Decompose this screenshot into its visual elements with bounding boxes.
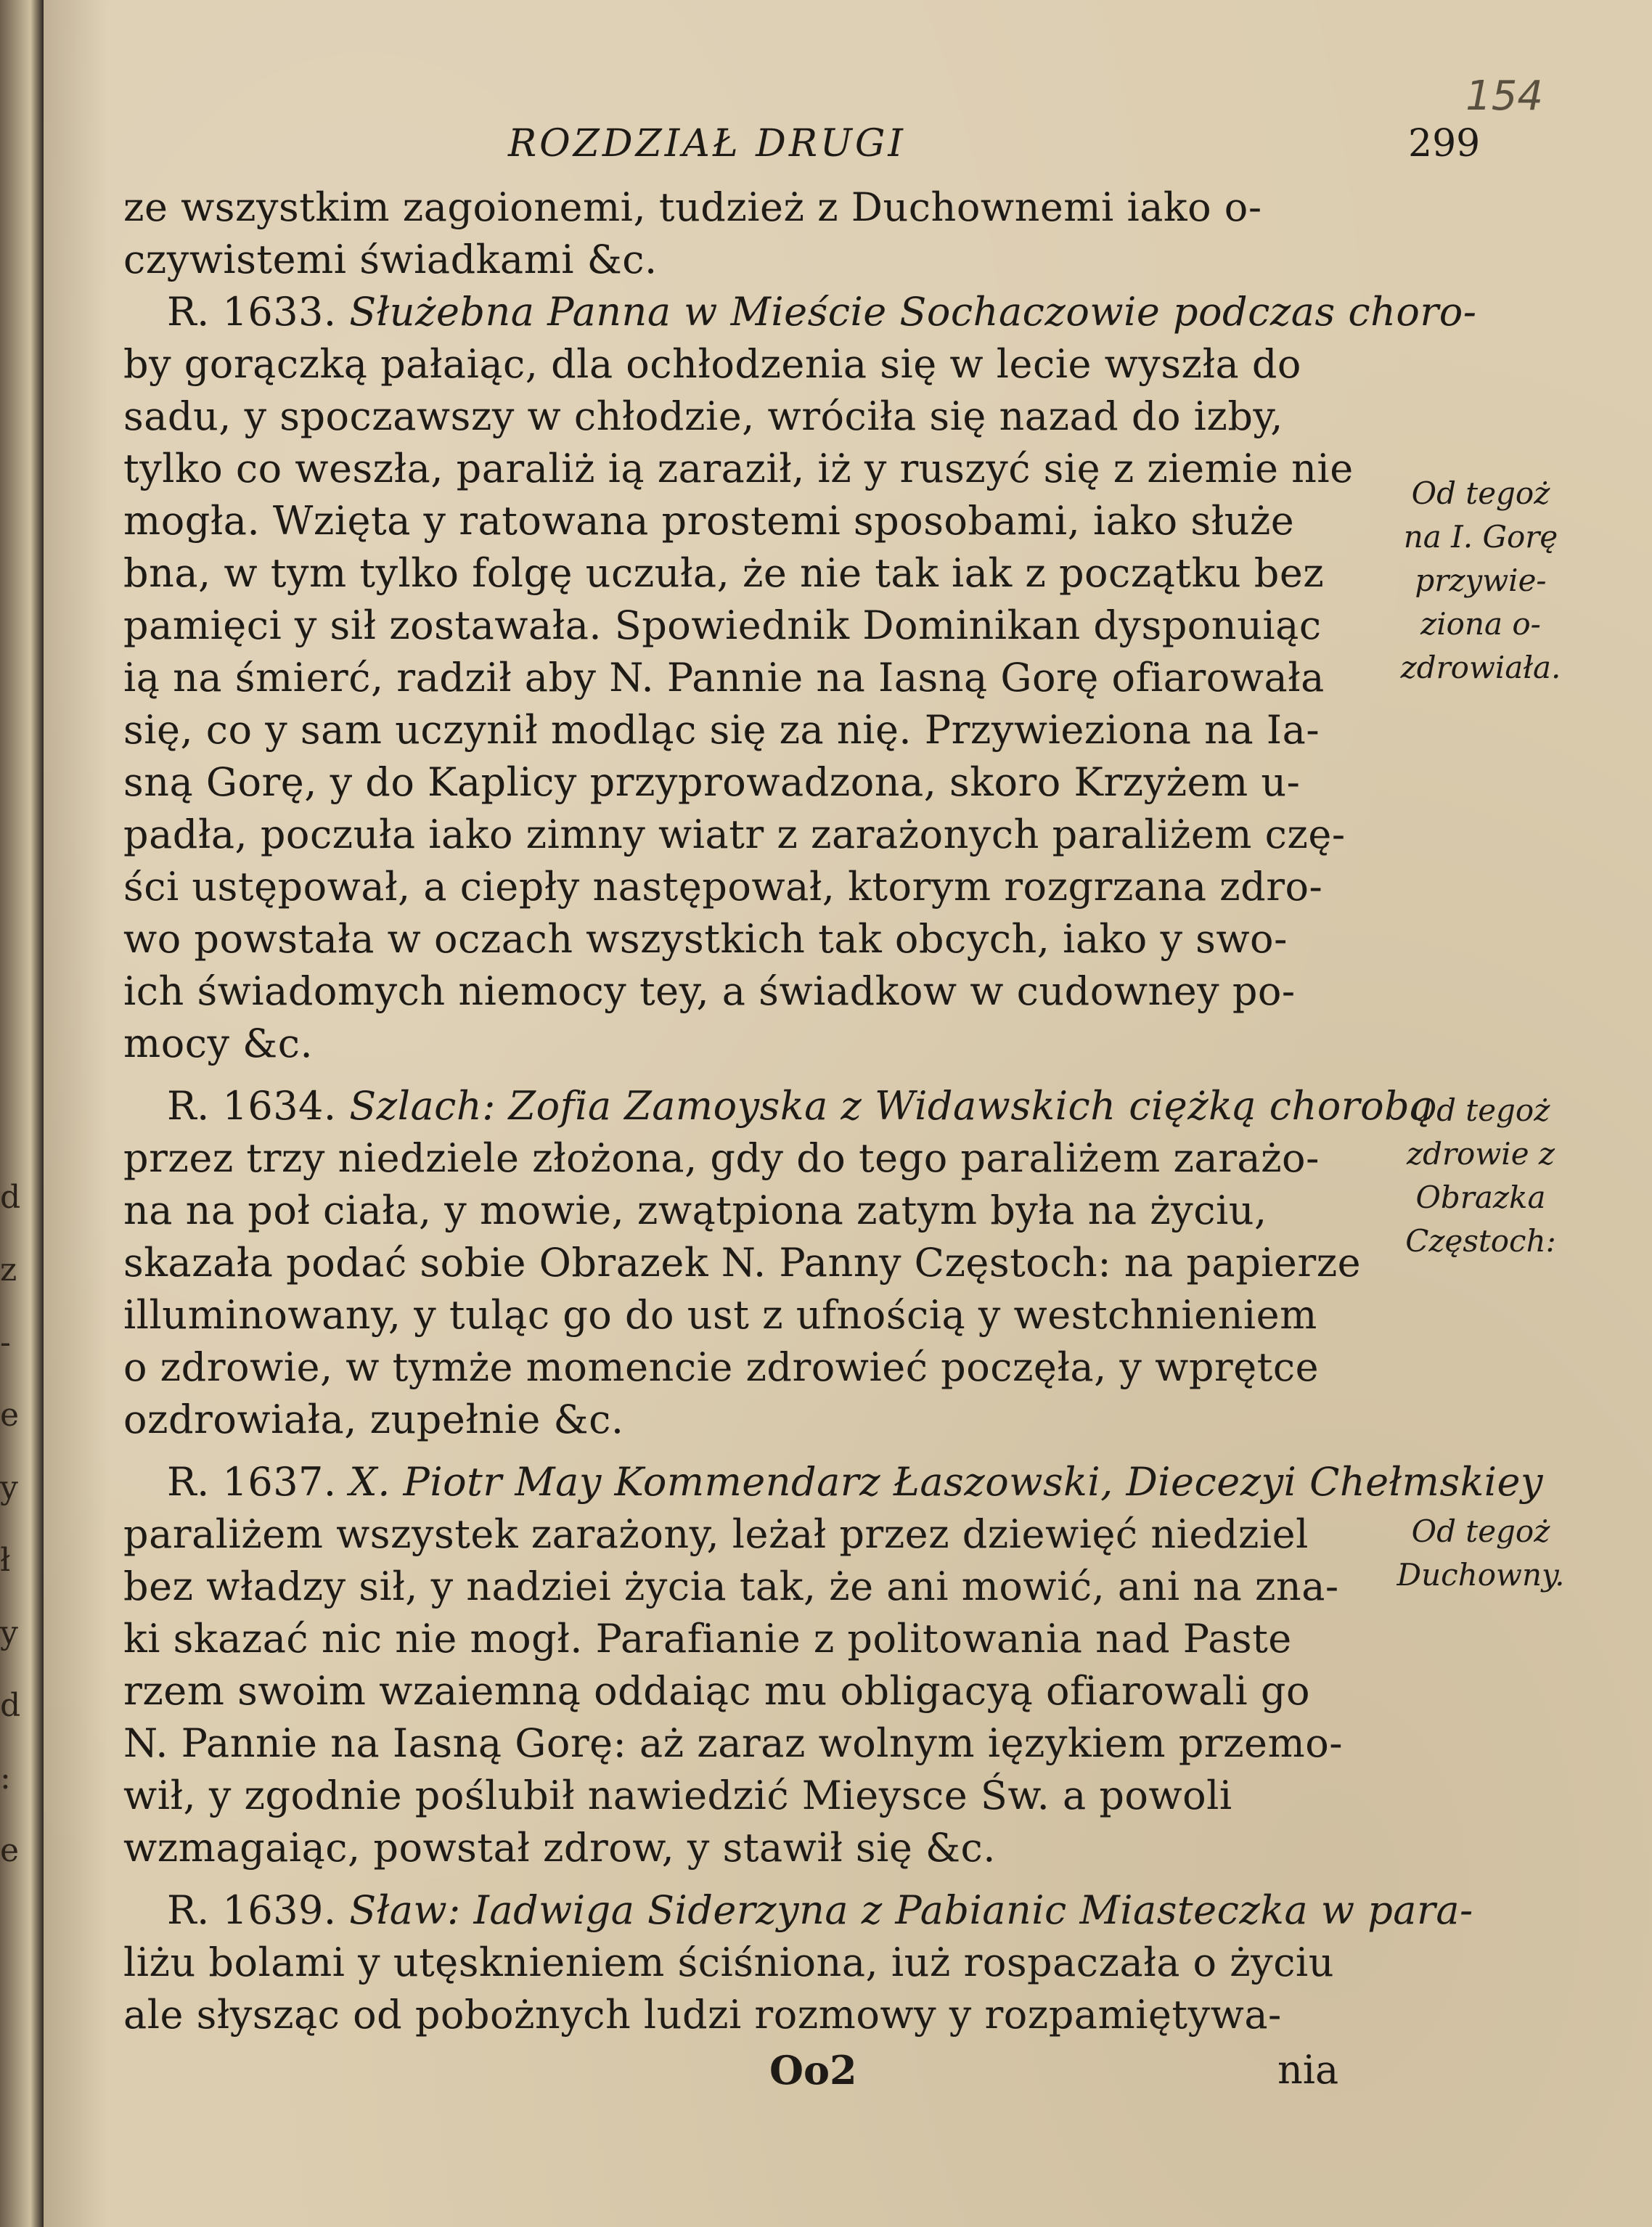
text-line: bna, w tym tylko folgę uczuła, że nie tak iak z początku bez (123, 550, 1325, 596)
facing-page-edge (0, 0, 44, 2227)
year-label: R. 1633. (167, 289, 337, 335)
text-line (123, 1456, 1544, 1508)
handwritten-folio-number: 154 (1465, 73, 1543, 120)
text-line: ich świadomych niemocy tey, a świadkow w cudowney po- (123, 968, 1296, 1014)
text-line: padła, poczuła iako zimny wiatr z zarażonych paraliżem czę- (123, 812, 1346, 857)
text-line: bez władzy sił, y nadziei życia tak, że ani mowić, ani na zna- (123, 1564, 1339, 1609)
marginal-line: zdrowiała. (1400, 650, 1561, 685)
text-line (123, 286, 1477, 338)
marginal-line: Od tegoż (1411, 1092, 1550, 1128)
text-line: illuminowany, y tuląc go do ust z ufnością y westchnieniem (123, 1292, 1317, 1338)
page-number: 299 (1408, 122, 1481, 166)
text-line: N. Pannie na Iasną Gorę: aż zaraz wolnym ięzykiem przemo- (123, 1720, 1343, 1766)
text-line: wo powstała w oczach wszystkich tak obcych, iako y swo- (123, 916, 1288, 962)
fragment: : (0, 1760, 11, 1797)
text-line: przez trzy niedziele złożona, gdy do tego paraliżem zarażo- (123, 1135, 1320, 1181)
text-line: tylko co weszła, paraliż ią zaraził, iż y ruszyć się z ziemie nie (123, 446, 1354, 491)
text-line: na na poł ciała, y mowie, zwątpiona zatym była na życiu, (123, 1188, 1267, 1233)
fragment: z (0, 1251, 17, 1288)
text-line: ze wszystkim zagoionemi, tudzież z Duchownemi iako o- (123, 184, 1262, 230)
text-line: wił, y zgodnie poślubił nawiedzić Mieysce Św. a powoli (123, 1773, 1232, 1818)
text-line (123, 1884, 1473, 1937)
marginal-line: ziona o- (1420, 606, 1541, 642)
text-line: sną Gorę, y do Kaplicy przyprowadzona, skoro Krzyżem u- (123, 759, 1301, 805)
fragment: e (0, 1397, 20, 1434)
year-label: R. 1637. (167, 1459, 337, 1505)
text-line: ale słysząc od pobożnych ludzi rozmowy y rozpamiętywa- (123, 1992, 1282, 2038)
text-line: o zdrowie, w tymże momencie zdrowieć poczęła, y wprętce (123, 1344, 1320, 1390)
text-line: ozdrowiała, zupełnie &c. (123, 1397, 624, 1442)
text-line: ki skazać nic nie mogł. Parafianie z politowania nad Paste (123, 1616, 1292, 1662)
text-line: czywistemi świadkami &c. (123, 237, 658, 282)
line-text: Sław: Iadwiga Siderzyna z Pabianic Miasteczka w para- (349, 1887, 1473, 1933)
fragment: e (0, 1832, 20, 1869)
marginal-line: Obrazka (1415, 1180, 1546, 1215)
fragment: d (0, 1687, 21, 1724)
signature-mark: Oo2 (769, 2047, 857, 2093)
line-text: X. Piotr May Kommendarz Łaszowski, Diecezyi Chełmskiey (349, 1459, 1544, 1505)
text-line: się, co y sam uczynił modląc się za nię. Przywieziona na Ia- (123, 707, 1320, 753)
text-line: ści ustępował, a ciepły następował, ktorym rozgrzana zdro- (123, 864, 1323, 910)
marginal-line: Od tegoż (1411, 475, 1550, 511)
text-line: skazała podać sobie Obrazek N. Panny Częstoch: na papierze (123, 1240, 1362, 1286)
line-text: Szlach: Zofia Zamoyska z Widawskich ciężką chorobą (349, 1083, 1434, 1129)
text-line: mogła. Wzięta y ratowana prostemi sposobami, iako służe (123, 498, 1295, 544)
marginal-note (1350, 472, 1611, 690)
marginal-line: zdrowie z (1406, 1136, 1555, 1172)
text-line: paraliżem wszystek zarażony, leżał przez dziewięć niedziel (123, 1511, 1309, 1557)
fragment: d (0, 1179, 21, 1216)
year-label: R. 1639. (167, 1887, 337, 1933)
fragment: ł (0, 1542, 11, 1579)
text-line: wzmagaiąc, powstał zdrow, y stawił się &c. (123, 1825, 996, 1871)
marginal-line: Od tegoż (1411, 1513, 1550, 1549)
line-text: Służebna Panna w Mieście Sochaczowie podczas choro- (349, 289, 1477, 335)
text-line: pamięci y sił zostawała. Spowiednik Dominikan dysponuiąc (123, 602, 1322, 648)
marginal-note (1350, 1510, 1611, 1597)
marginal-line: Częstoch: (1405, 1223, 1556, 1259)
running-head: ROZDZIAŁ DRUGI (508, 122, 906, 166)
marginal-line: na I. Gorę (1403, 519, 1558, 555)
text-line: rzem swoim wzaiemną oddaiąc mu obligacyą ofiarowali go (123, 1668, 1310, 1714)
catchword: nia (1277, 2047, 1339, 2093)
marginal-note (1350, 1089, 1611, 1263)
text-line: liżu bolami y utęsknieniem ściśniona, iuż rospaczała o życiu (123, 1940, 1334, 1985)
fragment: y (0, 1614, 18, 1651)
text-line: ią na śmierć, radził aby N. Pannie na Iasną Gorę ofiarowała (123, 655, 1325, 700)
text-line: sadu, y spoczawszy w chłodzie, wróciła się nazad do izby, (123, 393, 1283, 439)
fragment: - (0, 1324, 11, 1361)
text-line (123, 1080, 1434, 1132)
facing-page-fragments (0, 1161, 21, 2105)
year-label: R. 1634. (167, 1083, 337, 1129)
marginal-line: przywie- (1415, 563, 1547, 598)
marginal-line: Duchowny. (1397, 1557, 1565, 1593)
text-line: mocy &c. (123, 1021, 314, 1066)
text-line: by gorączką pałaiąc, dla ochłodzenia się w lecie wyszła do (123, 341, 1301, 387)
book-page (44, 0, 1652, 2227)
fragment: y (0, 1469, 18, 1506)
